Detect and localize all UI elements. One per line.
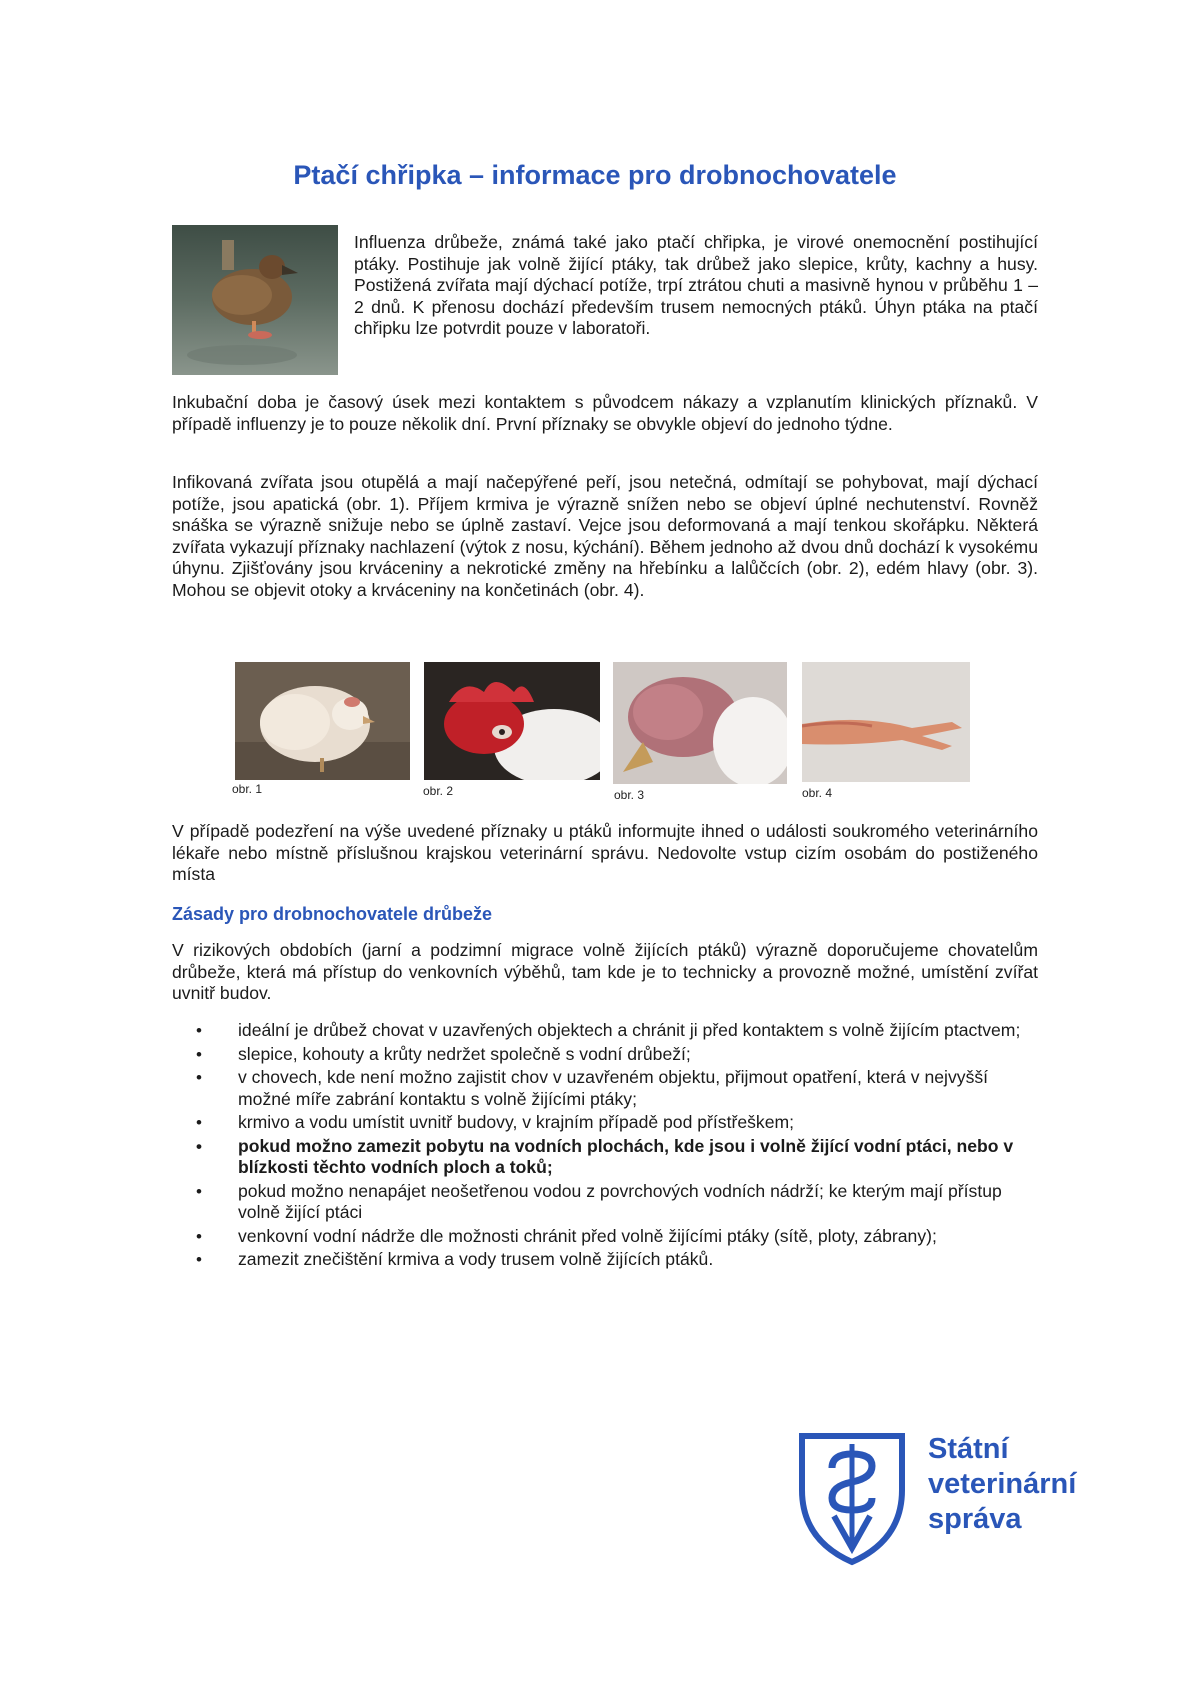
list-item (196, 1136, 1038, 1179)
bullet-icon: • (196, 1068, 202, 1087)
logo-line-3: správa (928, 1503, 1022, 1535)
figure-2-photo (424, 662, 600, 780)
list-item-text: slepice, kohouty a krůty nedržet společně s vodní drůbeží; (238, 1043, 691, 1064)
figure-1-photo (235, 662, 410, 780)
incubation-paragraph: Inkubační doba je časový úsek mezi kontaktem s původcem nákazy a vzplanutím klinických příznaků. V případě influenzy je to pouze několik dní. První příznaky se obvykle objeví do jednoho týdne. (172, 392, 1038, 434)
logo-line-2: veterinární (928, 1468, 1077, 1500)
section-heading: Zásady pro drobnochovatele drůbeže (172, 904, 493, 924)
list-item (196, 1067, 1038, 1110)
list-item (196, 1181, 1038, 1224)
list-item-text: krmivo a vodu umístit uvnitř budovy, v krajním případě pod přístřeškem; (238, 1112, 795, 1132)
list-item (196, 1020, 1038, 1042)
symptoms-paragraph: Infikovaná zvířata jsou otupělá a mají načepýřené peří, jsou netečná, odmítají se pohybovat, mají dýchací potíže, jsou apatická (obr. 1). Příjem krmiva je výrazně snížen nebo se objeví úplné nechutenství. Rovněž snáška se výrazně snižuje nebo se úplně zastaví. Vejce jsou deformovaná a mají tenkou skořápku. Některá zvířata vykazují příznaky nachlazení (výtok z nosu, kýchání). Během jednoho až dvou dnů dochází k vysokému úhynu. Zjišťovány jsou krváceniny a nekrotické změny na hřebínku a lalůčcích (obr. 2), edém hlavy (obr. 3). Mohou se objevit otoky a krváceniny na končetinách (obr. 4). (172, 472, 1038, 600)
bullet-icon: • (196, 1021, 202, 1040)
figure-1-caption: obr. 1 (232, 782, 263, 796)
bullet-icon: • (196, 1044, 202, 1064)
figure-4-caption: obr. 4 (802, 786, 833, 800)
bullet-icon: • (196, 1136, 202, 1156)
list-item-text: zamezit znečištění krmiva a vody trusem volně žijících ptáků. (238, 1249, 714, 1269)
list-item (196, 1226, 1038, 1248)
intro-paragraph: Influenza drůbeže, známá také jako ptačí chřipka, je virové onemocnění postihující ptáky. Postihuje jak volně žijící ptáky, tak drůbež jako slepice, krůty, kachny a husy. Postižená zvířata mají dýchací potíže, trpí ztrátou chuti a masivně hynou v průběhu 1 – 2 dnů. K přenosu dochází především trusem nemocných ptáků. Úhyn ptáka na ptačí chřipku lze potvrdit pouze v laboratoři. (354, 232, 1038, 338)
list-item-text: v chovech, kde není možno zajistit chov v uzavřeném objektu, přijmout opatření, která v nejvyšší možné míře zabrání kontaktu s volně žijícími ptáky; (238, 1067, 989, 1109)
duck-photo (172, 225, 338, 375)
list-item (196, 1044, 1038, 1066)
svs-logo (796, 1430, 1106, 1570)
bullet-icon: • (196, 1226, 202, 1246)
recommendation-paragraph: V rizikových obdobích (jarní a podzimní migrace volně žijících ptáků) výrazně doporučujeme chovatelům drůbeže, která má přístup do venkovních výběhů, tam kde je to technicky a provozně možné, umístění zvířat uvnitř budov. (172, 940, 1038, 1003)
list-item-text: pokud možno nenapájet neošetřenou vodou z povrchových vodních nádrží; ke kterým mají přístup volně žijící ptáci (238, 1180, 1002, 1222)
page-title: Ptačí chřipka – informace pro drobnochovatele (293, 160, 897, 190)
list-item-text: pokud možno zamezit pobytu na vodních plochách, kde jsou i volně žijící vodní ptáci, nebo v blízkosti těchto vodních ploch a toků; (238, 1135, 1014, 1177)
figure-3-caption: obr. 3 (614, 788, 645, 802)
list-item (196, 1249, 1038, 1271)
figure-2-caption: obr. 2 (423, 784, 454, 798)
figure-4-photo (802, 662, 970, 782)
shield-icon (796, 1430, 908, 1566)
suspicion-paragraph: V případě podezření na výše uvedené příznaky u ptáků informujte ihned o události soukromého veterinárního lékaře nebo místně příslušnou krajskou veterinární správu. Nedovolte vstup cizím osobám do postiženého místa (172, 821, 1038, 884)
bullet-icon: • (196, 1181, 202, 1201)
list-item-text: venkovní vodní nádrže dle možnosti chránit před volně žijícími ptáky (sítě, ploty, zábrany); (238, 1225, 937, 1246)
logo-line-1: Státní (928, 1433, 1009, 1465)
list-item (196, 1112, 1038, 1134)
figure-3-photo (613, 662, 787, 784)
recommendation-list (196, 1020, 1038, 1273)
list-item-text: ideální je drůbež chovat v uzavřených objektech a chránit ji před kontaktem s volně žijícím ptactvem; (238, 1020, 1021, 1040)
bullet-icon: • (196, 1113, 202, 1132)
logo-text (928, 1432, 1076, 1537)
bullet-icon: • (196, 1250, 202, 1269)
